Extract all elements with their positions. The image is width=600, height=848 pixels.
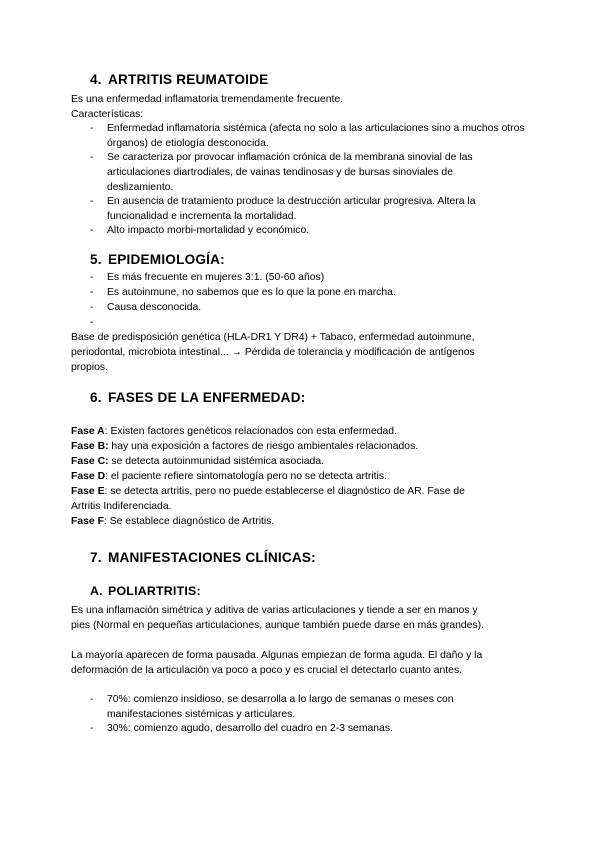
section-7-heading xyxy=(90,550,316,565)
subsection-letter: A. xyxy=(90,584,103,598)
fase-line: Fase F: Se establece diagnóstico de Artritis. xyxy=(71,516,275,527)
s7-paragraph-line: Es una inflamación simétrica y aditiva de varias articulaciones y tiende a ser en manos y xyxy=(71,605,478,616)
section-number: 6. xyxy=(90,390,102,405)
section-number: 4. xyxy=(90,72,102,87)
fase-line: Fase A: Existen factores genéticos relacionados con esta enfermedad. xyxy=(71,426,397,437)
s7-paragraph-line: deformación de la articulación va poco a poco y es crucial el detectarlo cuanto antes. xyxy=(71,665,463,676)
subsection-title: POLIARTRITIS: xyxy=(108,584,201,598)
section-4-heading xyxy=(90,72,268,87)
section-title: ARTRITIS REUMATOIDE xyxy=(108,72,269,87)
s7-paragraph-line: pies (Normal en pequeñas articulaciones, aunque también puede darse en más grandes). xyxy=(71,620,484,631)
s4-caracteristicas-label: Características: xyxy=(71,109,144,120)
fase-line: Fase B: hay una exposición a factores de riesgo ambientales relacionados. xyxy=(71,441,419,452)
subsection-a-heading xyxy=(90,584,201,598)
section-title: FASES DE LA ENFERMEDAD: xyxy=(108,390,306,405)
fase-line: Artritis Indiferenciada. xyxy=(71,501,172,512)
section-title: MANIFESTACIONES CLÍNICAS: xyxy=(108,550,316,565)
fase-line: Fase E: se detecta artritis, pero no puede establecerse el diagnóstico de AR. Fase de xyxy=(71,486,465,497)
s7-paragraph-line: La mayoría aparecen de forma pausada. Algunas empiezan de forma aguda. El daño y la xyxy=(71,650,483,661)
s5-base-line: Base de predisposición genética (HLA-DR1 Y DR4) + Tabaco, enfermedad autoinmune, xyxy=(71,332,475,343)
s4-intro: Es una enfermedad inflamatoria tremendamente frecuente. xyxy=(71,94,344,105)
fase-line: Fase C: se detecta autoinmunidad sistémica asociada. xyxy=(71,456,324,467)
section-number: 5. xyxy=(90,252,102,267)
s5-base-line: periodontal, microbiota intestinal... → Pérdida de tolerancia y modificación de antígenos xyxy=(71,347,475,358)
section-6-heading xyxy=(90,390,305,405)
document-page: 4. ARTRITIS REUMATOIDE Es una enfermedad inflamatoria tremendamente frecuente. Características: - Enfermedad inflamatoria sistémica (afecta no solo a las articulaciones sino a muchos otros órganos) de etiología desconocida. - Se caracteriza por provocar inflamación crónica de la membrana sinovial de las articulaciones diartrodiales, de vainas tendinosas y de bursas sinoviales de deslizamiento. - En ausencia de tratamiento produce la destrucción articular progresiva. Altera la funcionalidad e incrementa la mortalidad. - Alto impacto morbi-mortalidad y económico. 5. EPIDEMIOLOGÍA: - Es más frecuente en mujeres 3:1. (50-60 años) - Es autoinmune, no sabemos que es lo que la pone en marcha. - Causa desconocida. - Base de predisposición genética (HLA-DR1 Y DR4) + Tabaco, enfermedad autoinmune, periodontal, microbiota intestinal... → Pérdida de tolerancia y modificación de antígenos propios. 6. FASES DE LA ENFERMEDAD: Fase A: Existen factores genéticos relacionados con esta enfermedad. Fase B: hay una exposición a factores de riesgo ambientales relacionados. Fase C: se detecta autoinmunidad sistémica asociada. Fase D: el paciente refiere sintomatología pero no se detecta artritis. Fase E: se detecta artritis, pero no puede establecerse el diagnóstico de AR. Fase de Artritis Indiferenciada. Fase F: Se establece diagnóstico de Artritis. 7. MANIFESTACIONES CLÍNICAS: A. POLIARTRITIS: Es una inflamación simétrica y aditiva de varias articulaciones y tiende a ser en manos y pies (Normal en pequeñas articulaciones, aunque también puede darse en más grandes). La mayoría aparecen de forma pausada. Algunas empiezan de forma aguda. El daño y la deformación de la articulación va poco a poco y es crucial el detectarlo cuanto antes. - 70%: comienzo insidioso, se desarrolla a lo largo de semanas o meses con manifestaciones sistémicas y articulares. - 30%: comienzo agudo, desarrollo del cuadro en 2-3 semanas. xyxy=(71,72,525,734)
section-number: 7. xyxy=(90,550,102,565)
fase-line: Fase D: el paciente refiere sintomatología pero no se detecta artritis. xyxy=(71,471,387,482)
section-5-heading xyxy=(90,252,225,267)
s5-base-line: propios. xyxy=(71,362,108,373)
section-title: EPIDEMIOLOGÍA: xyxy=(108,252,225,267)
